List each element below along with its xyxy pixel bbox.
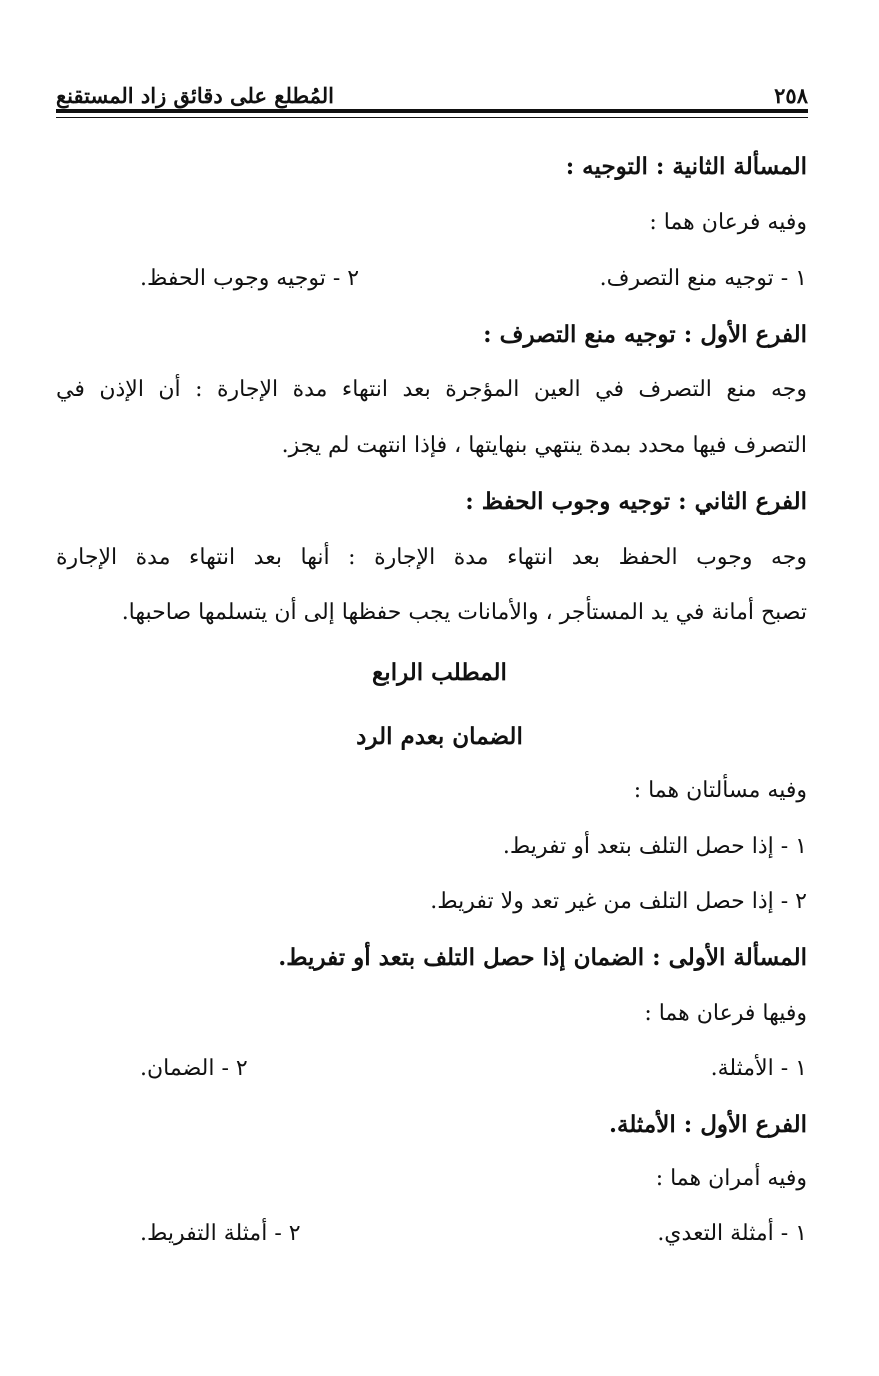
paragraph-line: وفيه مسألتان هما : <box>633 778 807 803</box>
issue-one-heading: المسألة الأولى : الضمان إذا حصل التلف بتعد أو تفريط. <box>278 944 807 971</box>
paragraph-line: وفيه فرعان هما : <box>649 210 807 235</box>
list-item: ١ - توجيه منع التصرف. <box>599 266 807 291</box>
page-header <box>56 68 808 108</box>
branch-one-heading: الفرع الأول : توجيه منع التصرف : <box>483 321 807 348</box>
header-rule-thick <box>56 109 808 113</box>
list-item: ١ - أمثلة التعدي. <box>657 1221 807 1246</box>
list-pair <box>140 1219 807 1249</box>
list-item: ٢ - إذا حصل التلف من غير تعد ولا تفريط. <box>430 889 807 914</box>
branch-examples-heading: الفرع الأول : الأمثلة. <box>608 1111 807 1138</box>
paragraph-line: تصبح أمانة في يد المستأجر ، والأمانات يجب حفظها إلى أن يتسلمها صاحبها. <box>121 600 807 625</box>
list-pair <box>140 1054 807 1084</box>
list-item: ٢ - أمثلة التفريط. <box>140 1221 301 1246</box>
list-pair <box>140 264 807 294</box>
list-item: ١ - الأمثلة. <box>710 1056 807 1081</box>
list-item: ١ - إذا حصل التلف بتعد أو تفريط. <box>502 834 807 859</box>
list-item: ٢ - الضمان. <box>140 1056 248 1081</box>
book-title: المُطلع على دقائق زاد المستقنع <box>56 83 335 108</box>
list-item: ٢ - توجيه وجوب الحفظ. <box>140 266 360 291</box>
branch-two-heading: الفرع الثاني : توجيه وجوب الحفظ : <box>465 488 807 515</box>
paragraph-line: وفيه أمران هما : <box>655 1166 807 1191</box>
paragraph-line: التصرف فيها محدد بمدة ينتهي بنهايتها ، فإذا انتهت لم يجز. <box>281 433 807 458</box>
paragraph-line: وجه منع التصرف في العين المؤجرة بعد انتهاء مدة الإجارة : أن الإذن في <box>56 377 807 402</box>
paragraph-line: وجه وجوب الحفظ بعد انتهاء مدة الإجارة : أنها بعد انتهاء مدة الإجارة <box>56 545 807 570</box>
page-number: ٢٥٨ <box>774 83 808 108</box>
section-subtitle: الضمان بعدم الرد <box>356 723 523 750</box>
section-title: المطلب الرابع <box>372 659 507 686</box>
issue-two-heading: المسألة الثانية : التوجيه : <box>565 153 807 180</box>
paragraph-line: وفيها فرعان هما : <box>644 1001 807 1026</box>
header-rule-thin <box>56 117 808 118</box>
